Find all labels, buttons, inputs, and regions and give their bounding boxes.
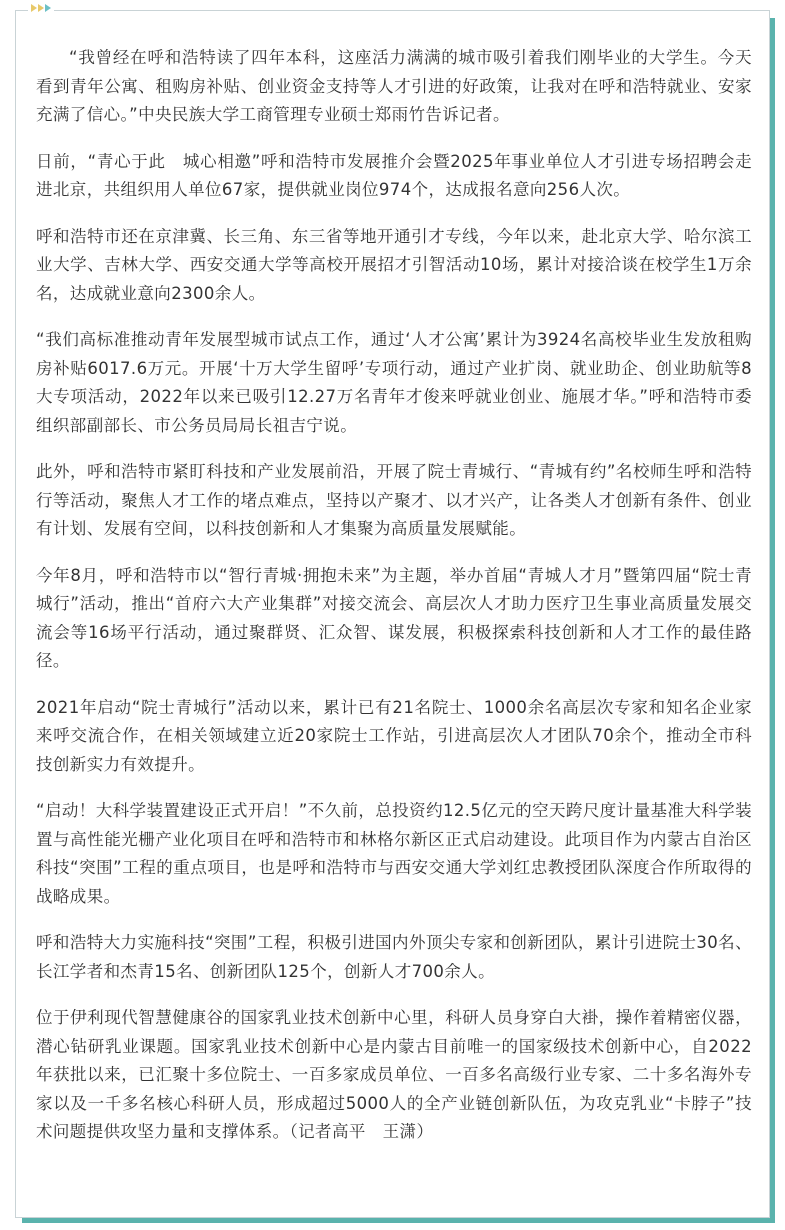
article-paragraph: 此外，呼和浩特市紧盯科技和产业发展前沿，开展了院士青城行、“青城有约”名校师生呼和浩特行等活动，聚焦人才工作的堵点难点，坚持以产聚才、以才兴产，让各类人才创新有条件、创业有计划、发展有空间，以科技创新和人才集聚为高质量发展赋能。	[36, 462, 752, 538]
card-shadow-bottom	[22, 1218, 775, 1223]
article-body	[36, 44, 752, 1165]
arrow-icon	[38, 4, 44, 12]
arrow-icon	[45, 4, 51, 12]
article-paragraph: 位于伊利现代智慧健康谷的国家乳业技术创新中心里，科研人员身穿白大褂，操作着精密仪器，潜心钻研乳业课题。国家乳业技术创新中心是内蒙古目前唯一的国家级技术创新中心，自2022年获批以来，已汇聚十多位院士、一百多家成员单位、一百多名高级行业专家、二十多名海外专家以及一千多名核心科研人员，形成超过5000人的全产业链创新队伍，为攻克乳业“卡脖子”技术问题提供攻坚力量和支撑体系。（记者高平 王潇）	[36, 1008, 752, 1141]
article-paragraph: 今年8月，呼和浩特市以“智行青城·拥抱未来”为主题，举办首届“青城人才月”暨第四届“院士青城行”活动，推出“首府六大产业集群”对接交流会、高层次人才助力医疗卫生事业高质量发展交流会等16场平行活动，通过聚群贤、汇众智、谋发展，积极探索科技创新和人才工作的最佳路径。	[36, 565, 752, 670]
article-paragraph: 2021年启动“院士青城行”活动以来，累计已有21名院士、1000余名高层次专家和知名企业家来呼交流合作，在相关领域建立近20家院士工作站，引进高层次人才团队70余个，推动全市科技创新实力有效提升。	[36, 697, 752, 774]
card-shadow-right	[770, 18, 775, 1223]
article-paragraph: “我曾经在呼和浩特读了四年本科，这座活力满满的城市吸引着我们刚毕业的大学生。今天看到青年公寓、租购房补贴、创业资金支持等人才引进的好政策，让我对在呼和浩特就业、安家充满了信心。”中央民族大学工商管理专业硕士郑雨竹告诉记者。	[36, 48, 752, 124]
article-paragraph: “启动！大科学装置建设正式开启！”不久前，总投资约12.5亿元的空天跨尺度计量基准大科学装置与高性能光栅产业化项目在呼和浩特市和林格尔新区正式启动建设。此项目作为内蒙古自治区科技“突围”工程的重点项目，也是呼和浩特市与西安交通大学刘红忠教授团队深度合作所取得的战略成果。	[36, 801, 752, 906]
article-paragraph: 呼和浩特市还在京津冀、长三角、东三省等地开通引才专线，今年以来，赴北京大学、哈尔滨工业大学、吉林大学、西安交通大学等高校开展招才引智活动10场，累计对接洽谈在校学生1万余名，达成就业意向2300余人。	[36, 226, 752, 303]
article-paragraph: 日前，“青心于此 城心相邀”呼和浩特市发展推介会暨2025年事业单位人才引进专场招聘会走进北京，共组织用人单位67家，提供就业岗位974个，达成报名意向256人次。	[36, 151, 752, 199]
arrow-icon	[31, 4, 37, 12]
article-paragraph: 呼和浩特大力实施科技“突围”工程，积极引进国内外顶尖专家和创新团队，累计引进院士30名、长江学者和杰青15名、创新团队125个，创新人才700余人。	[36, 933, 752, 981]
corner-arrows-icon	[28, 4, 54, 12]
article-paragraph: “我们高标准推动青年发展型城市试点工作，通过‘人才公寓’累计为3924名高校毕业生发放租购房补贴6017.6万元。开展‘十万大学生留呼’专项行动，通过产业扩岗、就业助企、创业助航等8大专项活动，2022年以来已吸引12.27万名青年才俊来呼就业创业、施展才华。”呼和浩特市委组织部副部长、市公务员局局长祖吉宁说。	[36, 330, 752, 435]
